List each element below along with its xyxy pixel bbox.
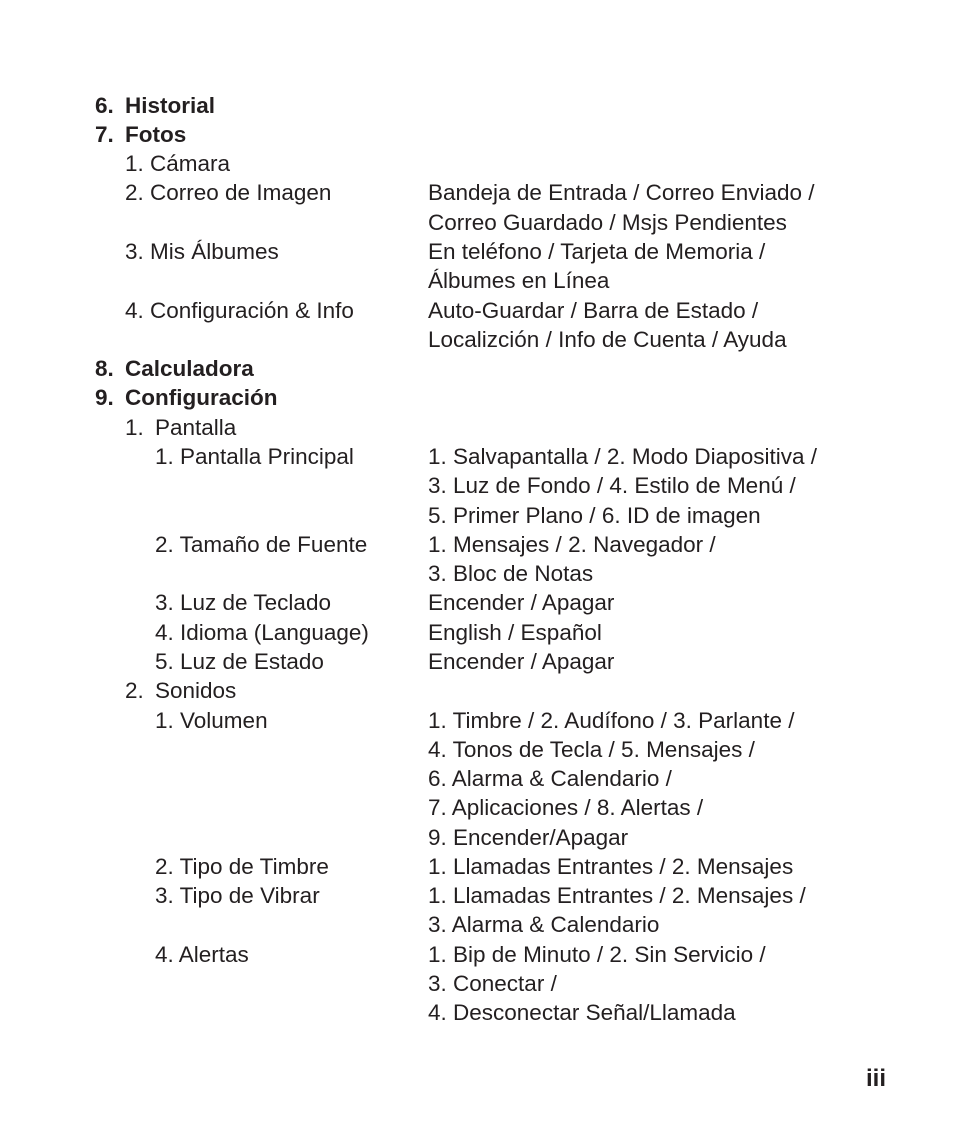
subsubmenu-item	[0, 852, 954, 881]
subsubmenu-detail: 3. Bloc de Notas	[428, 561, 594, 586]
submenu-detail-line	[0, 208, 954, 237]
subsubmenu-detail: 1. Salvapantalla / 2. Modo Diapositiva /	[428, 444, 817, 469]
submenu-label: 3. Mis Álbumes	[125, 239, 279, 264]
subsubmenu-detail: 4. Tonos de Tecla / 5. Mensajes /	[428, 737, 755, 762]
subsubmenu-item	[0, 618, 954, 647]
submenu-label: 1. Cámara	[125, 151, 231, 176]
subsubmenu-detail-line	[0, 501, 954, 530]
submenu-label: 4. Configuración & Info	[125, 298, 354, 323]
submenu-item	[0, 149, 954, 178]
subsubmenu-label: 4. Idioma (Language)	[155, 620, 369, 645]
subsubmenu-item	[0, 647, 954, 676]
submenu-label: 2. Correo de Imagen	[125, 180, 332, 205]
subsubmenu-label: 2. Tamaño de Fuente	[155, 532, 368, 557]
page-number: iii	[866, 1065, 887, 1092]
menu-label: Calculadora	[125, 356, 254, 381]
submenu-detail: Álbumes en Línea	[428, 268, 610, 293]
subsubmenu-detail: 5. Primer Plano / 6. ID de imagen	[428, 503, 761, 528]
submenu-pantalla	[0, 413, 954, 442]
subsubmenu-detail-line	[0, 735, 954, 764]
subsubmenu-detail-line	[0, 559, 954, 588]
subsubmenu-detail: 1. Llamadas Entrantes / 2. Mensajes /	[428, 883, 806, 908]
submenu-detail: Bandeja de Entrada / Correo Enviado /	[428, 180, 815, 205]
subsubmenu-item	[0, 588, 954, 617]
subsubmenu-detail: 1. Mensajes / 2. Navegador /	[428, 532, 716, 557]
subsubmenu-label: 4. Alertas	[155, 942, 249, 967]
submenu-item	[0, 237, 954, 266]
submenu-detail: Auto-Guardar / Barra de Estado /	[428, 298, 759, 323]
subsubmenu-label: 1. Volumen	[155, 708, 268, 733]
subsubmenu-detail: 1. Bip de Minuto / 2. Sin Servicio /	[428, 942, 766, 967]
subsubmenu-item	[0, 530, 954, 559]
menu-number: 6.	[95, 93, 114, 118]
subsubmenu-detail-line	[0, 471, 954, 500]
subsubmenu-item	[0, 940, 954, 969]
subsubmenu-detail-line	[0, 764, 954, 793]
menu-number: 9.	[95, 385, 114, 410]
subsubmenu-label: 2. Tipo de Timbre	[155, 854, 329, 879]
submenu-sonidos	[0, 676, 954, 705]
menu-number: 7.	[95, 122, 114, 147]
subsubmenu-detail: 1. Llamadas Entrantes / 2. Mensajes	[428, 854, 794, 879]
menu-label: Configuración	[125, 385, 278, 410]
subsubmenu-detail-line	[0, 998, 954, 1027]
subsubmenu-detail-line	[0, 793, 954, 822]
menu-calculadora	[0, 354, 954, 383]
submenu-detail: Localizción / Info de Cuenta / Ayuda	[428, 327, 787, 352]
menu-fotos	[0, 120, 954, 149]
subsubmenu-detail: 6. Alarma & Calendario /	[428, 766, 672, 791]
submenu-item	[0, 296, 954, 325]
subsubmenu-detail: 7. Aplicaciones / 8. Alertas /	[428, 795, 704, 820]
menu-label: Historial	[125, 93, 216, 118]
subsubmenu-label: 3. Tipo de Vibrar	[155, 883, 320, 908]
submenu-detail: Correo Guardado / Msjs Pendientes	[428, 210, 787, 235]
menu-label: Fotos	[125, 122, 187, 147]
subsubmenu-detail: 1. Timbre / 2. Audífono / 3. Parlante /	[428, 708, 795, 733]
subsubmenu-detail: 3. Luz de Fondo / 4. Estilo de Menú /	[428, 473, 796, 498]
subsubmenu-detail-line	[0, 823, 954, 852]
submenu-item	[0, 178, 954, 207]
subsubmenu-detail: Encender / Apagar	[428, 649, 615, 674]
subsubmenu-detail: 3. Alarma & Calendario	[428, 912, 660, 937]
subsubmenu-label: 3. Luz de Teclado	[155, 590, 331, 615]
subsubmenu-detail: English / Español	[428, 620, 602, 645]
subsubmenu-detail: 3. Conectar /	[428, 971, 557, 996]
subsubmenu-detail: 9. Encender/Apagar	[428, 825, 629, 850]
menu-configuracion	[0, 383, 954, 412]
subsubmenu-label: 1. Pantalla Principal	[155, 444, 354, 469]
subsubmenu-detail: Encender / Apagar	[428, 590, 615, 615]
subsubmenu-detail: 4. Desconectar Señal/Llamada	[428, 1000, 736, 1025]
subsubmenu-item	[0, 881, 954, 910]
subsubmenu-item	[0, 706, 954, 735]
submenu-label: Sonidos	[155, 678, 237, 703]
subsubmenu-detail-line	[0, 910, 954, 939]
subsubmenu-detail-line	[0, 969, 954, 998]
menu-number: 8.	[95, 356, 114, 381]
subsubmenu-label: 5. Luz de Estado	[155, 649, 324, 674]
submenu-number: 2.	[125, 678, 144, 703]
submenu-number: 1.	[125, 415, 144, 440]
subsubmenu-item	[0, 442, 954, 471]
submenu-label: Pantalla	[155, 415, 237, 440]
submenu-detail-line	[0, 325, 954, 354]
submenu-detail: En teléfono / Tarjeta de Memoria /	[428, 239, 766, 264]
menu-historial	[0, 91, 954, 120]
submenu-detail-line	[0, 266, 954, 295]
